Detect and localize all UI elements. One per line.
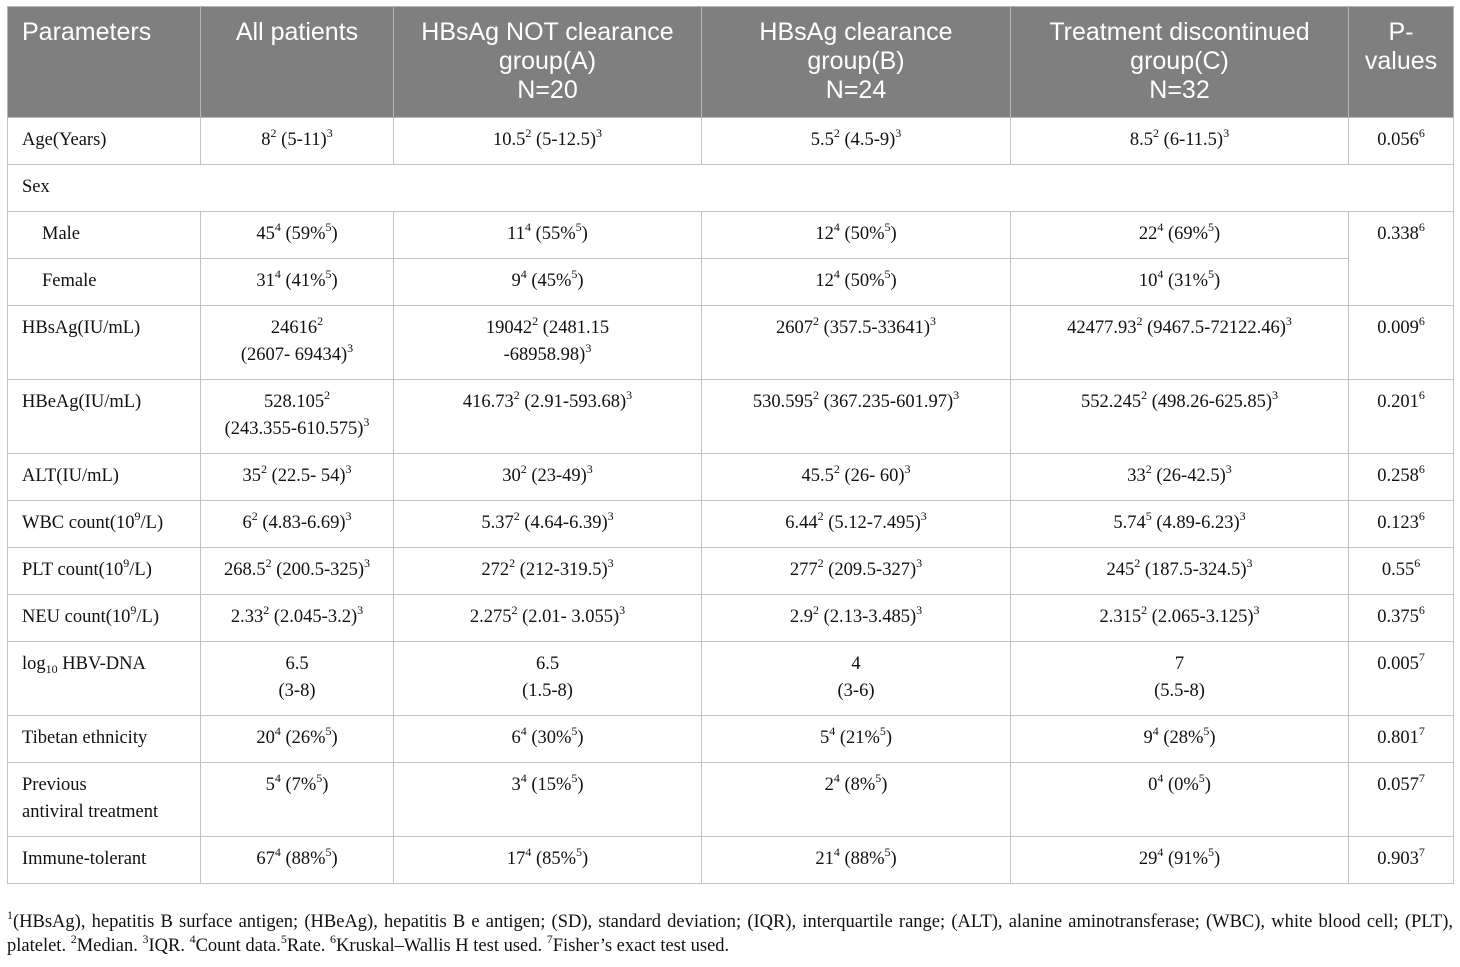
table-body (8, 118, 1454, 884)
table-row-hbeag-iu-ml (8, 380, 1454, 454)
cell-group-a: 2.275$^2$ (2.01- 3.055)$^3$ (394, 595, 702, 642)
cell-group-b: $21^4$ (88%$^5$) (702, 837, 1011, 884)
cell-all-patients: $5^4$ (7%$^5$) (201, 763, 394, 837)
cell-all-patients: $20^4$ (26%$^5$) (201, 716, 394, 763)
cell-all-patients: 268.5$^2$ $(200.5-325)^3$ (201, 548, 394, 595)
cell-group-b: 45.5$^2$ (26- 60)$^3$ (702, 454, 1011, 501)
table-row-sex (8, 165, 1454, 212)
cell-group-b: 2607$^2$ $(357.5-33641)^3$ (702, 306, 1011, 380)
baseline-characteristics-table (7, 6, 1454, 884)
cell-all-patients: $35^2$ (22.5- 54)$^3$ (201, 454, 394, 501)
cell-p-value: 0.201$^6$ (1349, 380, 1454, 454)
cell-p-value: 0.258$^6$ (1349, 454, 1454, 501)
header-row (8, 7, 1454, 118)
cell-group-a: $11^4$ (55%$^5$) (394, 212, 702, 259)
cell-group-c: $8.5^2$ $(6-11.5)^3$ (1011, 118, 1349, 165)
cell-group-c: 552.245$^2$ $(498.26-625.85)^3$ (1011, 380, 1349, 454)
cell-p-value: 0.903$^7$ (1349, 837, 1454, 884)
cell-p-value: 0.55$^6$ (1349, 548, 1454, 595)
cell-all-patients: $8^2$ $(5-11)^3$ (201, 118, 394, 165)
cell-all-patients: $31^4$ (41%$^5$) (201, 259, 394, 306)
row-label: Immune-tolerant (8, 837, 201, 884)
header-group-a: HBsAg NOT clearance group(A) N=20 (394, 7, 702, 118)
row-label: $\log_{10} HBV-DNA$ (8, 642, 201, 716)
cell-all-patients: 24616$^2$ (2607- 69434)$^3$ (201, 306, 394, 380)
cell-group-c: $22^4$ (69%$^5$) (1011, 212, 1349, 259)
row-label: Male (8, 212, 201, 259)
table-row-age-years (8, 118, 1454, 165)
cell-group-b: $12^4$ (50%$^5$) (702, 259, 1011, 306)
cell-group-a: 19042$^2$ (2481.15 -68958.98)$^3$ (394, 306, 702, 380)
baseline-characteristics-table-container (7, 6, 1453, 884)
table-row-tibetan-ethnicity (8, 716, 1454, 763)
cell-group-a: $17^4$ (85%$^5$) (394, 837, 702, 884)
cell-group-b: $12^4$ (50%$^5$) (702, 212, 1011, 259)
cell-group-b: 6.44$^2$ $(5.12-7.495)^3$ (702, 501, 1011, 548)
cell-group-c: $0^4$ (0%$^5$) (1011, 763, 1349, 837)
table-row-wbc-count-10-9-l (8, 501, 1454, 548)
cell-group-c: 5.74$^5$ $(4.89-6.23)^3$ (1011, 501, 1349, 548)
cell-group-a: 6.5 (1.5-8) (394, 642, 702, 716)
cell-all-patients: $45^4$ (59%$^5$) (201, 212, 394, 259)
row-label: PLT $count(10^9/L)$ (8, 548, 201, 595)
cell-group-a: 416.73$^2$ $(2.91-593.68)^3$ (394, 380, 702, 454)
cell-p-value: 0.338$^6$ (1349, 212, 1454, 306)
header-all-patients: All patients (201, 7, 394, 118)
cell-group-c: $245^2$ $(187.5-324.5)^3$ (1011, 548, 1349, 595)
cell-p-value: 0.056$^6$ (1349, 118, 1454, 165)
table-footnote (7, 910, 1453, 958)
cell-group-b: $277^2$ $(209.5-327)^3$ (702, 548, 1011, 595)
cell-group-c: $10^4$ (31%$^5$) (1011, 259, 1349, 306)
cell-group-c: 2.315$^2$ $(2.065-3.125)^3$ (1011, 595, 1349, 642)
cell-group-c: $9^4$ (28%$^5$) (1011, 716, 1349, 763)
cell-group-c: $29^4$ (91%$^5$) (1011, 837, 1349, 884)
header-p-values: P- values (1349, 7, 1454, 118)
row-label: Female (8, 259, 201, 306)
table-header (8, 7, 1454, 118)
cell-p-value: 0.123$^6$ (1349, 501, 1454, 548)
row-label: HBsAg(IU/mL) (8, 306, 201, 380)
row-label: NEU $count(10^9/L)$ (8, 595, 201, 642)
cell-group-b: $2.9^2$ $(2.13-3.485)^3$ (702, 595, 1011, 642)
cell-all-patients: 528.105$^2$ $(243.355-610.575)^3$ (201, 380, 394, 454)
table-row-log-10-hbv-dna (8, 642, 1454, 716)
cell-p-value: 0.005$^7$ (1349, 642, 1454, 716)
cell-group-a: $30^2$ $(23-49)^3$ (394, 454, 702, 501)
table-row-previous-antiviral-treatment (8, 763, 1454, 837)
cell-all-patients: 2.33$^2$ $(2.045-3.2)^3$ (201, 595, 394, 642)
cell-p-value: 0.009$^6$ (1349, 306, 1454, 380)
cell-all-patients: 6.5 (3-8) (201, 642, 394, 716)
cell-group-b: 530.595$^2$ $(367.235-601.97)^3$ (702, 380, 1011, 454)
row-label: Tibetan ethnicity (8, 716, 201, 763)
cell-group-c: 7 (5.5-8) (1011, 642, 1349, 716)
header-group-c: Treatment discontinued group(C) N=32 (1011, 7, 1349, 118)
table-row-neu-count-10-9-l (8, 595, 1454, 642)
table-row-plt-count-10-9-l (8, 548, 1454, 595)
cell-group-a: $3^4$ (15%$^5$) (394, 763, 702, 837)
table-row-hbsag-iu-ml (8, 306, 1454, 380)
header-group-b: HBsAg clearance group(B) N=24 (702, 7, 1011, 118)
cell-group-b: $2^4$ (8%$^5$) (702, 763, 1011, 837)
table-row-female (8, 259, 1454, 306)
row-label: HBeAg(IU/mL) (8, 380, 201, 454)
cell-group-a: 10.5$^2$ $(5-12.5)^3$ (394, 118, 702, 165)
row-label: Previous antiviral treatment (8, 763, 201, 837)
cell-all-patients: $6^2$ $(4.83-6.69)^3$ (201, 501, 394, 548)
cell-p-value: 0.801$^7$ (1349, 716, 1454, 763)
cell-group-a: $272^2$ $(212-319.5)^3$ (394, 548, 702, 595)
row-label: Sex (8, 165, 1454, 212)
cell-group-a: $9^4$ (45%$^5$) (394, 259, 702, 306)
row-label: Age(Years) (8, 118, 201, 165)
cell-group-b: $5.5^2$ $(4.5-9)^3$ (702, 118, 1011, 165)
row-label: ALT(IU/mL) (8, 454, 201, 501)
cell-group-c: 42477.93$^2$ $(9467.5-72122.46)^3$ (1011, 306, 1349, 380)
cell-all-patients: $67^4$ (88%$^5$) (201, 837, 394, 884)
cell-group-b: 4 (3-6) (702, 642, 1011, 716)
footnote-text: $^1$(HBsAg), hepatitis B surface antigen; (HBeAg), hepatitis B e antigen; (SD), standard deviation; (IQR), interquartile range; (ALT), alanine aminotransferase; (WBC), white blood cell; (PLT), platelet. $^2$Median. $^3$IQR. $^4$Count data.$^5$Rate. $^6$Kruskal–Wallis H test used. $^7$Fisher’s exact test used. (7, 908, 1453, 956)
cell-group-a: $6^4$ (30%$^5$) (394, 716, 702, 763)
row-label: WBC $count(10^9/L)$ (8, 501, 201, 548)
cell-p-value: 0.375$^6$ (1349, 595, 1454, 642)
header-parameters: Parameters (8, 7, 201, 118)
cell-group-c: $33^2$ $(26-42.5)^3$ (1011, 454, 1349, 501)
cell-p-value: 0.057$^7$ (1349, 763, 1454, 837)
cell-group-a: 5.37$^2$ $(4.64-6.39)^3$ (394, 501, 702, 548)
table-row-immune-tolerant (8, 837, 1454, 884)
table-row-alt-iu-ml (8, 454, 1454, 501)
cell-group-b: $5^4$ (21%$^5$) (702, 716, 1011, 763)
table-row-male (8, 212, 1454, 259)
